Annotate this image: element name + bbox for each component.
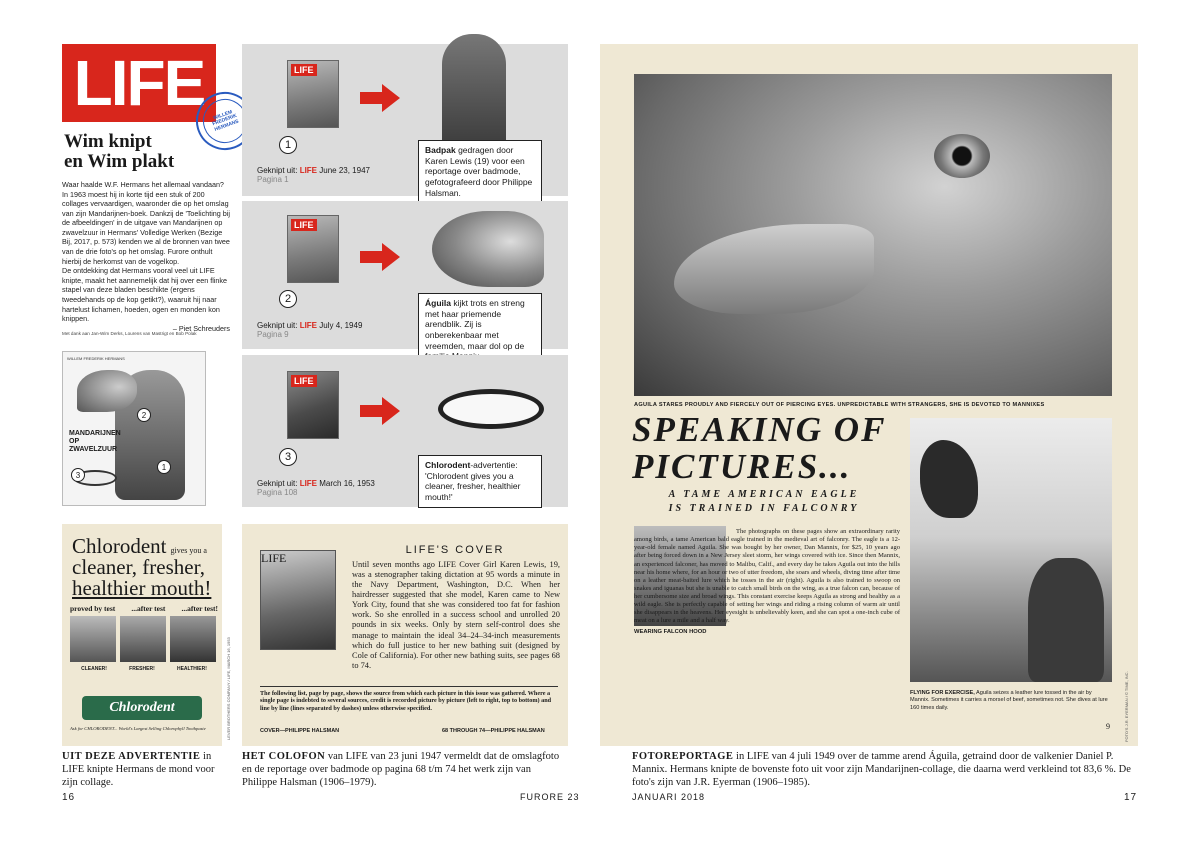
foto-caption-bold: FOTOREPORTAGE [632,751,734,762]
speaking-subhead [634,488,894,515]
colofon-list-intro: The following list, page by page, shows the source from which each picture in this issue was gathered. Where a single page is indebted to several sources, credit is recorded picture by picture (left to right, top to bottom) and line by line (lines separated by dashes) unless otherwise specified. [260,690,552,712]
ad-tube-label: Chlorodent [109,700,175,715]
caption-1-rest: gedragen door Karen Lewis (19) voor een reportage over badmode, gefotografeerd door Philippe Halsman. [425,145,533,198]
colofon-body: Until seven months ago LIFE Cover Girl Karen Lewis, 19, was a stenographer taking dictation at 95 words a minute in the Navy Department, Washington, D.C. When her hairdresser suggested that she model, Karen came to New York City, found that she was considered too fat for fashion work. So she enrolled in a success school and unrolled 20 pounds in six weeks. Only by stern self-control does she manage to maintain the ideal 34–24–34-inch measurements which do full justice to her new bathing suit (designed by Cole of California). For other new bathing suits, see pages 68 to 74. [352,560,560,670]
subhead-line-2: IS TRAINED IN FALCONRY [668,502,860,514]
book-marker-3: 3 [71,468,85,482]
source-ref-1 [257,166,370,184]
ad-label-cleaner: CLEANER! [81,666,107,672]
mini-life-logo: LIFE [261,551,287,565]
flying-eagle-silhouette [920,440,978,518]
ad-caption-rest: in LIFE knipte Hermans de mond voor zijn collage. [62,751,215,789]
mini-life-logo: LIFE [291,64,317,76]
book-marker-1: 1 [157,460,171,474]
source-ref-3 [257,479,375,497]
colofon-caption [242,750,568,789]
colofon-caption-rest: van LIFE van 23 juni 1947 vermeldt dat de omslagfoto en de reportage over badmode op pagina 68 t/m 74 het werk zijn van Philippe Halsman (1906–1979). [242,751,560,789]
pagina-3: Pagina 108 [257,488,298,497]
intro-text [62,180,230,333]
page-heading [64,132,234,172]
collage-eagle-head [77,370,137,412]
red-arrow-icon [360,92,384,104]
footer-month: JANUARI 2018 [632,792,706,802]
ad-photo-1 [70,616,116,662]
source-panel-2 [242,201,568,349]
source-number-3: 3 [279,448,297,466]
geknipt-life: LIFE [299,479,318,488]
speaking-headline [632,412,892,486]
flying-eagle-photo [910,418,1112,682]
red-arrow-icon [360,251,384,263]
life-cover-1949 [287,215,339,283]
source-panel-1 [242,44,568,196]
ad-after-2: ...after test! [181,604,218,613]
eagle-photo-caption: AGUILA STARES PROUDLY AND FIERCELY OUT OF PIERCING EYES. UNPREDICTABLE WITH STRANGERS, SHE IS DEVOTED TO MANNIXES [634,402,1045,408]
life-logo-text: LIFE [73,47,205,119]
source-panel-3 [242,355,568,507]
book-title-line-2: OP [69,438,80,446]
ad-brand: Chlorodent [72,534,167,558]
caption-2-rest: kijkt trots en streng met haar priemende arendblik. Zij is onberekenbaar met vreemden, maar dol op de [425,298,525,351]
subhead-line-1: A TAME AMERICAN EAGLE [668,489,860,500]
life-cover-1947 [287,60,339,128]
hood-caption: WEARING FALCON HOOD [634,629,707,635]
source-ref-2 [257,321,362,339]
ad-photo-labels [70,666,218,672]
mini-life-logo: LIFE [291,219,317,231]
colofon-heading: LIFE'S COVER [405,544,505,556]
eagle-beak [674,224,874,314]
red-arrow-head-icon [382,243,400,271]
red-arrow-head-icon [382,84,400,112]
geknipt-prefix: Geknipt uit: [257,479,300,488]
page-number-left: 16 [62,792,76,803]
caption-3-rest: -advertentie: 'Chlorodent gives you a cleaner, fresher, healthier mouth!' [425,460,521,502]
caption-1-bold: Badpak [425,145,456,155]
author-credit: – Piet Schreuders [172,323,230,333]
ad-photo-2 [120,616,166,662]
colofon-cover-credit: COVER—PHILIPPE HALSMAN [260,728,340,734]
pagina-1: Pagina 1 [257,175,289,184]
headline-line-1: SPEAKING OF [632,410,887,449]
ad-after-1: ...after test [131,604,166,613]
geknipt-life: LIFE [299,321,318,330]
ad-label-fresher: FRESHER! [129,666,155,672]
source-number-1: 1 [279,136,297,154]
life-logo [62,44,216,122]
flying-caption [910,690,1112,712]
ad-side-credit: LEVER BROTHERS COMPANY / LIFE, MARCH 16, 1953 [226,637,231,740]
life-cover-1953 [287,371,339,439]
inner-page-number: 9 [1106,722,1110,731]
colofon-clipping [242,524,568,746]
flying-caption-bold: FLYING FOR EXERCISE, [910,690,975,696]
ad-footnote: Ask for CHLORODENT... World's Largest Selling Chlorophyll Toothpaste [70,726,206,731]
thanks-note: Met dank aan Jan-Wim Derks, Lourens van Mastrigt en Bob Polak [62,331,197,336]
red-arrow-head-icon [382,397,400,425]
colofon-caption-bold: HET COLOFON [242,751,326,762]
source-caption-3 [418,455,542,508]
ad-line-3: healthier mouth! [72,576,212,600]
caption-3-bold: Chlorodent [425,460,471,470]
stamp-text: WILLEM FREDERIK HERMANS [197,93,253,149]
caption-2-bold: Águila [425,298,451,308]
book-title-line-1: MANDARIJNEN [69,430,121,437]
ad-proved: proved by test [70,604,116,613]
eagle-eye [934,134,990,178]
colofon-cover-thumb [260,550,336,650]
source-caption-1 [418,140,542,203]
ad-label-healthier: HEALTHIER! [176,666,207,672]
geknipt-date: March 16, 1953 [317,479,375,488]
ad-photo-3 [170,616,216,662]
ad-caption-bold: UIT DEZE ADVERTENTIE [62,751,201,762]
mini-life-logo: LIFE [291,375,317,387]
photo-credit: FOTO'S J.R. EYERMAN / © TIME, INC. [1124,671,1129,742]
intro-paragraph-2: De ontdekking dat Hermans vooral veel uit LIFE knipte, maakt het aannemelijk dat hij over een flinke stapel van deze bladen beschikte (ergens tweedehands op de kop getikt?), waaruit hij naar hartelust lichamen, hoeden, ogen en monden kon knippen. [62,266,228,324]
heading-line-2: en Wim plakt [64,150,175,172]
ad-headline [72,536,214,599]
page-number-right: 17 [1124,792,1138,803]
geknipt-date: July 4, 1949 [317,321,363,330]
eagle-article: The photographs on these pages show an extraordinary rarity among birds, a tame American bald eagle trained in the medieval art of falconry. The eagle is a 12-year-old female named Aguila. She was bought by her owner, Dan Mannix, for $25, 10 years ago after being forced down in a New Jersey sleet storm, her wings covered with ice. Since then Mannix, an experienced falconer, has moved to Malibu, Calif., and every day he takes Aguila out into the hills near his home where, for an hour or two of utter freedom, she soars and wheels, diving time after time on a leather meat-baited lure which he tosses in the air (right). Aguila is also trained to swoop on snakes and iguanas but she is unable to catch small birds on the wing, as a true falcon can, because of her cumbersome size and broad wings. This constant exercise keeps Aguila as strong and healthy as a wild eagle. She is perfectly capable of setting her wings and riding a rising column of warm air until she disappears in the heavens. Her eyesight is unbelievably keen, and she can spot a one-inch cube of meat on a lure a mile and a half way. [634,528,900,625]
ad-test-labels [70,604,218,613]
chlorodent-ad [62,524,222,746]
footer-title: FURORE 23 [520,792,580,802]
geknipt-prefix: Geknipt uit: [257,321,300,330]
source-number-2: 2 [279,290,297,308]
pagina-2: Pagina 9 [257,330,289,339]
ad-toothpaste-tube [82,696,202,720]
eagle-head-photo [634,74,1112,396]
intro-paragraph-1: Waar haalde W.F. Hermans het allemaal vandaan? In 1963 moest hij in korte tijd een stuk of 200 collages vervaardigen, waaronder die op het omslag van zijn Mandarijnen-boek. Dankzij de 'Toelichting bij de afbeeldingen' in de uitgave van Mandarijnen op zwavelzuur in Hermans' Volledige Werken (Bezige Bij, 2017, p. 573) kenden we al de bronnen van twee van de drie foto's op het omslag. Furore onthult hierbij de herkomst van de vogelkop. [62,180,230,266]
geknipt-life: LIFE [299,166,318,175]
book-top-text: WILLEM FREDERIK HERMANS [67,356,125,361]
book-cover [62,351,206,506]
book-marker-2: 2 [137,408,151,422]
eagle-head-cutout [432,211,544,287]
ad-line-2: cleaner, fresher, [72,555,205,579]
book-title-line-3: ZWAVELZUUR [69,446,118,454]
fotoreportage-caption [632,750,1140,789]
falconer-figure [1028,558,1104,682]
heading-line-1: Wim knipt [64,131,152,152]
ad-gives: gives you a [170,546,207,555]
foto-caption-rest: in LIFE van 4 juli 1949 over de tamme arend Águila, getraind door de valkenier Daniel P. Mannix. Hermans knipte de bovenste foto uit voor zijn Mandarijnen-collage, die daarna werd verkleind tot 83,6 %. De foto's zijn van J.R. Eyerman (1906–1985). [632,751,1131,789]
colofon-pages-credit: 68 THROUGH 74—PHILIPPE HALSMAN [442,728,545,734]
geknipt-date: June 23, 1947 [317,166,370,175]
headline-line-2: PICTURES... [632,446,852,486]
book-title [69,430,121,454]
ad-caption [62,750,226,789]
geknipt-prefix: Geknipt uit: [257,166,300,175]
colofon-rule [260,686,558,687]
flying-caption-rest: Aguila seizes a leather lure tossed in the air by Mannix. Sometimes it carries a morsel of beef, sometimes not. She dives at lure 160 times daily. [910,690,1108,711]
mouth-cutout [438,389,544,429]
red-arrow-icon [360,405,384,417]
